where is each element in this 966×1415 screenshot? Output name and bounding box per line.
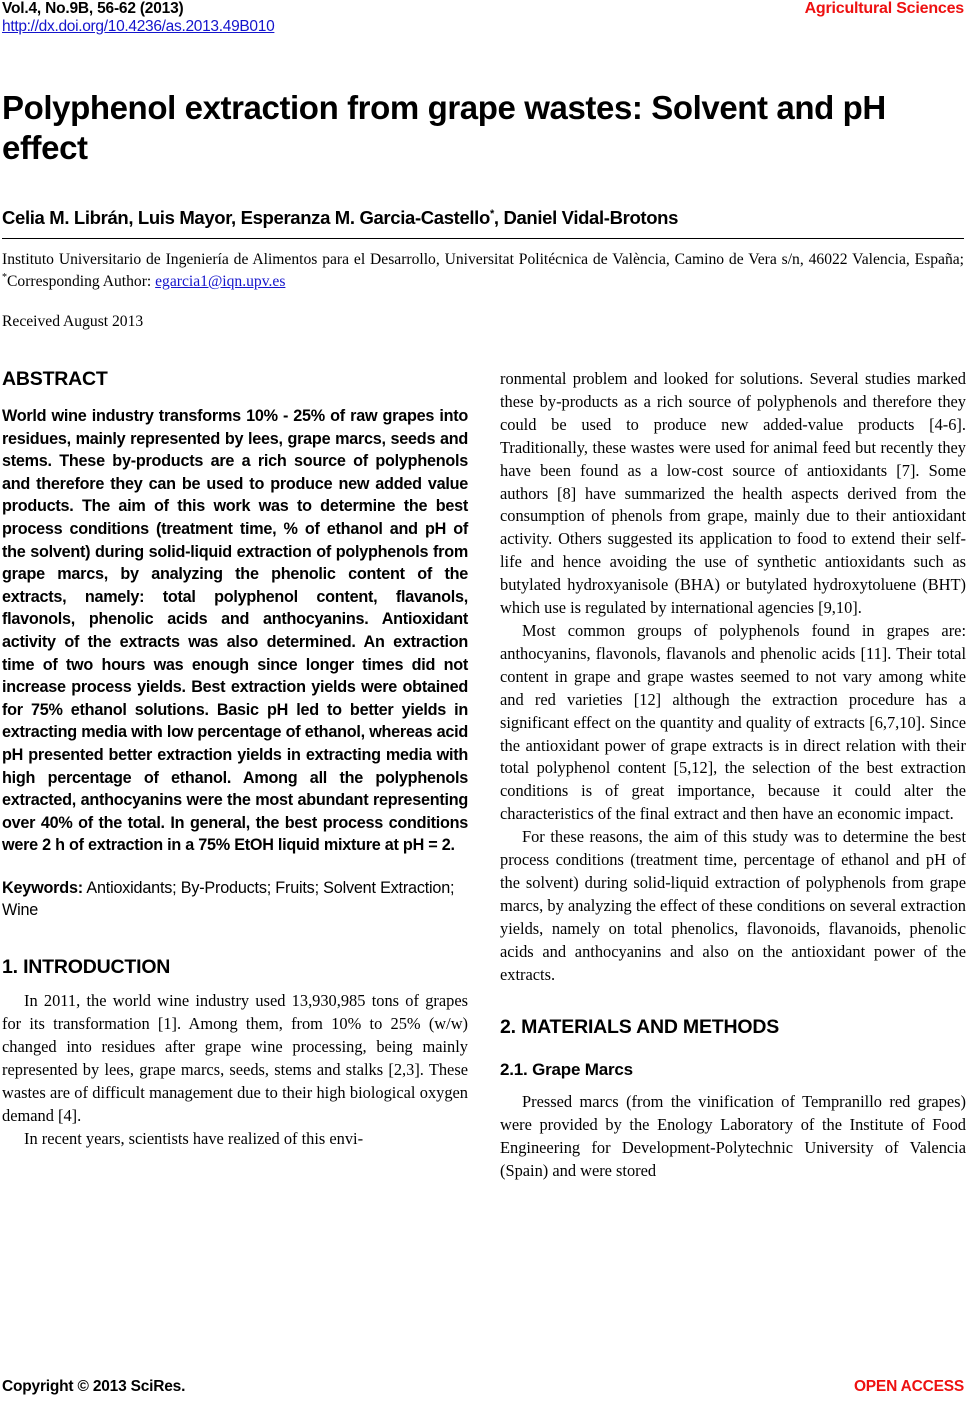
header-divider	[2, 238, 964, 239]
spacer	[500, 1039, 966, 1060]
intro-paragraph-1: In 2011, the world wine industry used 13,930,985 tons of grapes for its transformation [1]. Among them, from 10% to 25% (w/w) changed into residues after grape wine processing, being mainly represented by lees, grape marcs, seeds, stems and stalks [2,3]. These wastes are of difficult management due to their high biological oxygen demand [4].	[2, 991, 468, 1125]
author-names-tail: , Daniel Vidal-Brotons	[493, 207, 679, 228]
author-list	[2, 207, 962, 229]
page-footer	[2, 1378, 964, 1402]
corresponding-author-label: Corresponding Author:	[7, 273, 156, 290]
affiliation-text: Instituto Universitario de Ingeniería de Alimentos para el Desarrollo, Universitat Politécnica de València, Camino de Vera s/n, 46022 Valencia, España;	[2, 251, 964, 268]
running-head	[2, 0, 964, 46]
intro-paragraph-2-continued: ronmental problem and looked for solutions. Several studies marked these by-products as a rich source of polyphenols and therefore they could be used to produce new added-value products [4-6]. Traditionally, these wastes were used for animal feed but recently they have been found as a low-cost source of antioxidants [7]. Some authors [8] have summarized the health aspects derived from the consumption of phenols from grape, mainly due to their antioxidant activity. Others suggested its application to food to extend their self-life and hence avoiding the use of synthetic antioxidants such as butylated hydroxyanisole (BHA) or butylated hydroxytoluene (BHT) which use is regulated by international agencies [9,10].	[500, 369, 966, 618]
corresponding-author-marker: *	[489, 207, 494, 220]
volume-citation: Vol.4, No.9B, 56-62 (2013)	[2, 0, 184, 17]
column-left	[2, 368, 468, 1150]
page-title: Polyphenol extraction from grape wastes: Solvent and pH effect	[2, 89, 886, 166]
spacer	[500, 986, 966, 1016]
open-access-badge: OPEN ACCESS	[853, 1378, 964, 1395]
abstract-heading: ABSTRACT	[2, 368, 108, 390]
affiliation-asterisk: *	[2, 271, 7, 283]
subsection-heading-grape-marcs: 2.1. Grape Marcs	[500, 1060, 633, 1080]
abstract-text: World wine industry transforms 10% - 25% of raw grapes into residues, mainly represented by lees, grape marcs, seeds and stems. These by-products are a rich source of polyphenols and therefore they can be used to produce new added value products. The aim of this work was to determine the best process conditions (treatment time, % of ethanol and pH of the solvent) during solid-liquid extraction of polyphenols from grape marcs, by analyzing the phenolic content of the extracts, namely: total polyphenol content, flavanols, flavonols, phenolic acids and anthocyanins. Antioxidant activity of the extracts was also determined. An extraction time of two hours was enough since longer times did not increase process yields. Best extraction yields were obtained for 75% ethanol solutions. Basic pH led to better yields in extracting media with low percentage of ethanol, whereas acid pH presented better extraction yields in extracting media with high percentage of ethanol. Among all the polyphenols extracted, anthocyanins were the most abundant representing over 40% of the total. In general, the best process conditions were 2 h of extraction in a 75% EtOH liquid mixture at pH = 2.	[2, 407, 468, 855]
corresponding-email-link[interactable]: egarcia1@iqn.upv.es	[155, 273, 286, 290]
spacer	[2, 922, 468, 956]
keywords-values: Antioxidants; By-Products; Fruits; Solvent Extraction; Wine	[2, 878, 455, 920]
intro-paragraph-3: Most common groups of polyphenols found in grapes are: anthocyanins, flavonols, flavanols and phenolic acids [11]. Their total content in grape and grape wastes seemed to not vary among white and red varieties [12] although the extraction procedure has a significant effect on the quantity and quality of extracts [6,7,10]. Since the antioxidant power of grape extracts is in direct relation with their total polyphenol content [5,12], the selection of the best extraction conditions is of great importance, because it could alter the characteristics of the final extract and then have an economic impact.	[500, 620, 966, 824]
intro-paragraph-4: For these reasons, the aim of this study was to determine the best process conditions (treatment time, percentage of ethanol and pH of the solvent) during solid-liquid extraction of polyphenols from grape marcs, by analyzing the effect of these conditions on several extraction yields, namely on total phenolics, flavonoids, flavanoids, phenolic acids and anthocyanins and also on the antioxidant power of the extracts.	[500, 827, 966, 984]
received-date: Received August 2013	[2, 313, 144, 330]
copyright-notice: Copyright © 2013 SciRes.	[2, 1378, 186, 1395]
section-heading-introduction: 1. INTRODUCTION	[2, 956, 171, 979]
affiliation-block	[2, 249, 964, 293]
author-names: Celia M. Librán, Luis Mayor, Esperanza M. Garcia-Castello	[2, 207, 490, 228]
section-heading-materials-and-methods: 2. MATERIALS AND METHODS	[500, 1016, 780, 1039]
journal-name: Agricultural Sciences	[804, 0, 964, 17]
intro-paragraph-2-lead: In recent years, scientists have realized of this envi-	[24, 1128, 364, 1148]
grape-marcs-paragraph-1: Pressed marcs (from the vinification of Tempranillo red grapes) were provided by the Enology Laboratory of the Institute of Food Engineering for Development-Polytechnic University of Valencia (Spain) and were stored	[500, 1092, 966, 1181]
keywords-label: Keywords:	[2, 878, 83, 897]
doi-link[interactable]: http://dx.doi.org/10.4236/as.2013.49B010	[2, 18, 275, 35]
column-right	[500, 368, 966, 1183]
keywords-line	[2, 877, 468, 922]
